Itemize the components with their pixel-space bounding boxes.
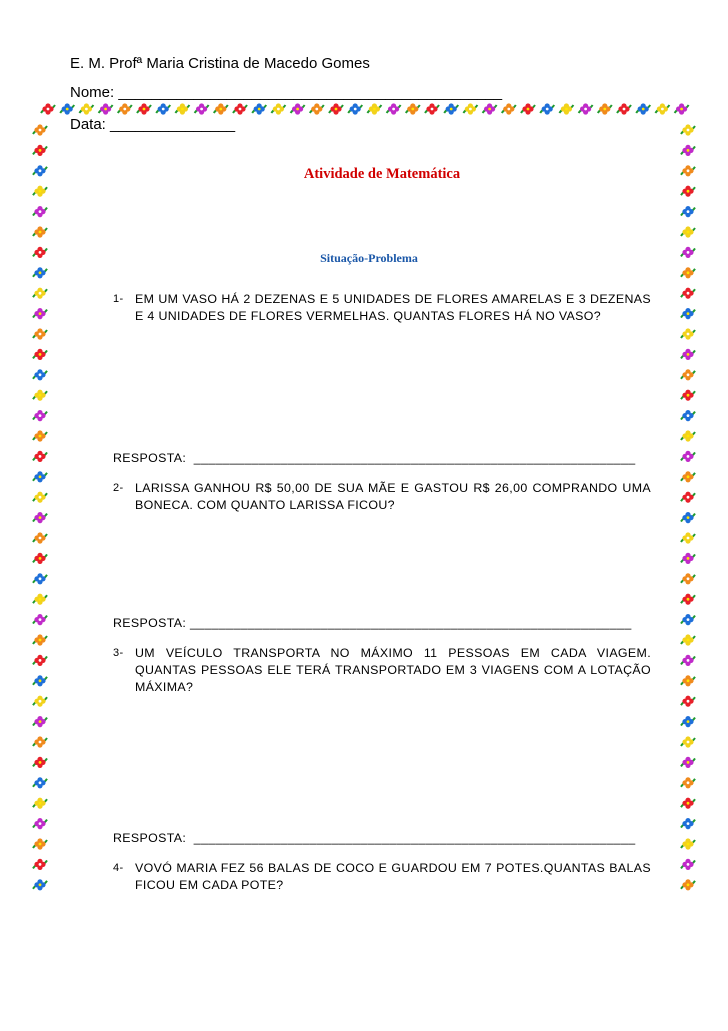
name-field[interactable]: Nome: ______________________________________________ [70, 84, 503, 101]
answer-line-2[interactable]: RESPOSTA: _____________________________________________________________ [113, 616, 632, 630]
question-text: VOVÓ MARIA FEZ 56 BALAS DE COCO E GUARDOU EM 7 POTES.QUANTAS BALAS FICOU EM CADA POTE? [135, 861, 651, 892]
section-subtitle: Situação-Problema [320, 251, 418, 265]
question-1 [113, 291, 651, 325]
date-field[interactable]: Data: _______________ [70, 116, 236, 133]
question-number: 1- [113, 293, 124, 305]
answer-line-1[interactable]: RESPOSTA: _____________________________________________________________ [113, 451, 636, 465]
school-name: E. M. Profª Maria Cristina de Macedo Gomes [70, 55, 370, 72]
question-2 [113, 480, 651, 514]
question-number: 4- [113, 862, 124, 874]
question-number: 2- [113, 482, 124, 494]
question-text: UM VEÍCULO TRANSPORTA NO MÁXIMO 11 PESSOAS EM CADA VIAGEM. QUANTAS PESSOAS ELE TERÁ TRANSPORTADO EM 3 VIAGENS COM A LOTAÇÃO MÁXIMA? [135, 646, 651, 694]
question-4 [113, 860, 651, 894]
question-text: EM UM VASO HÁ 2 DEZENAS E 5 UNIDADES DE FLORES AMARELAS E 3 DEZENAS E 4 UNIDADES DE FLORES VERMELHAS. QUANTAS FLORES HÁ NO VASO? [135, 292, 651, 323]
page-title: Atividade de Matemática [303, 166, 461, 182]
question-number: 3- [113, 647, 124, 659]
question-3 [113, 645, 651, 696]
question-text: LARISSA GANHOU R$ 50,00 DE SUA MÃE E GASTOU R$ 26,00 COMPRANDO UMA BONECA. COM QUANTO LARISSA FICOU? [135, 481, 651, 512]
answer-line-3[interactable]: RESPOSTA: _____________________________________________________________ [113, 831, 636, 845]
